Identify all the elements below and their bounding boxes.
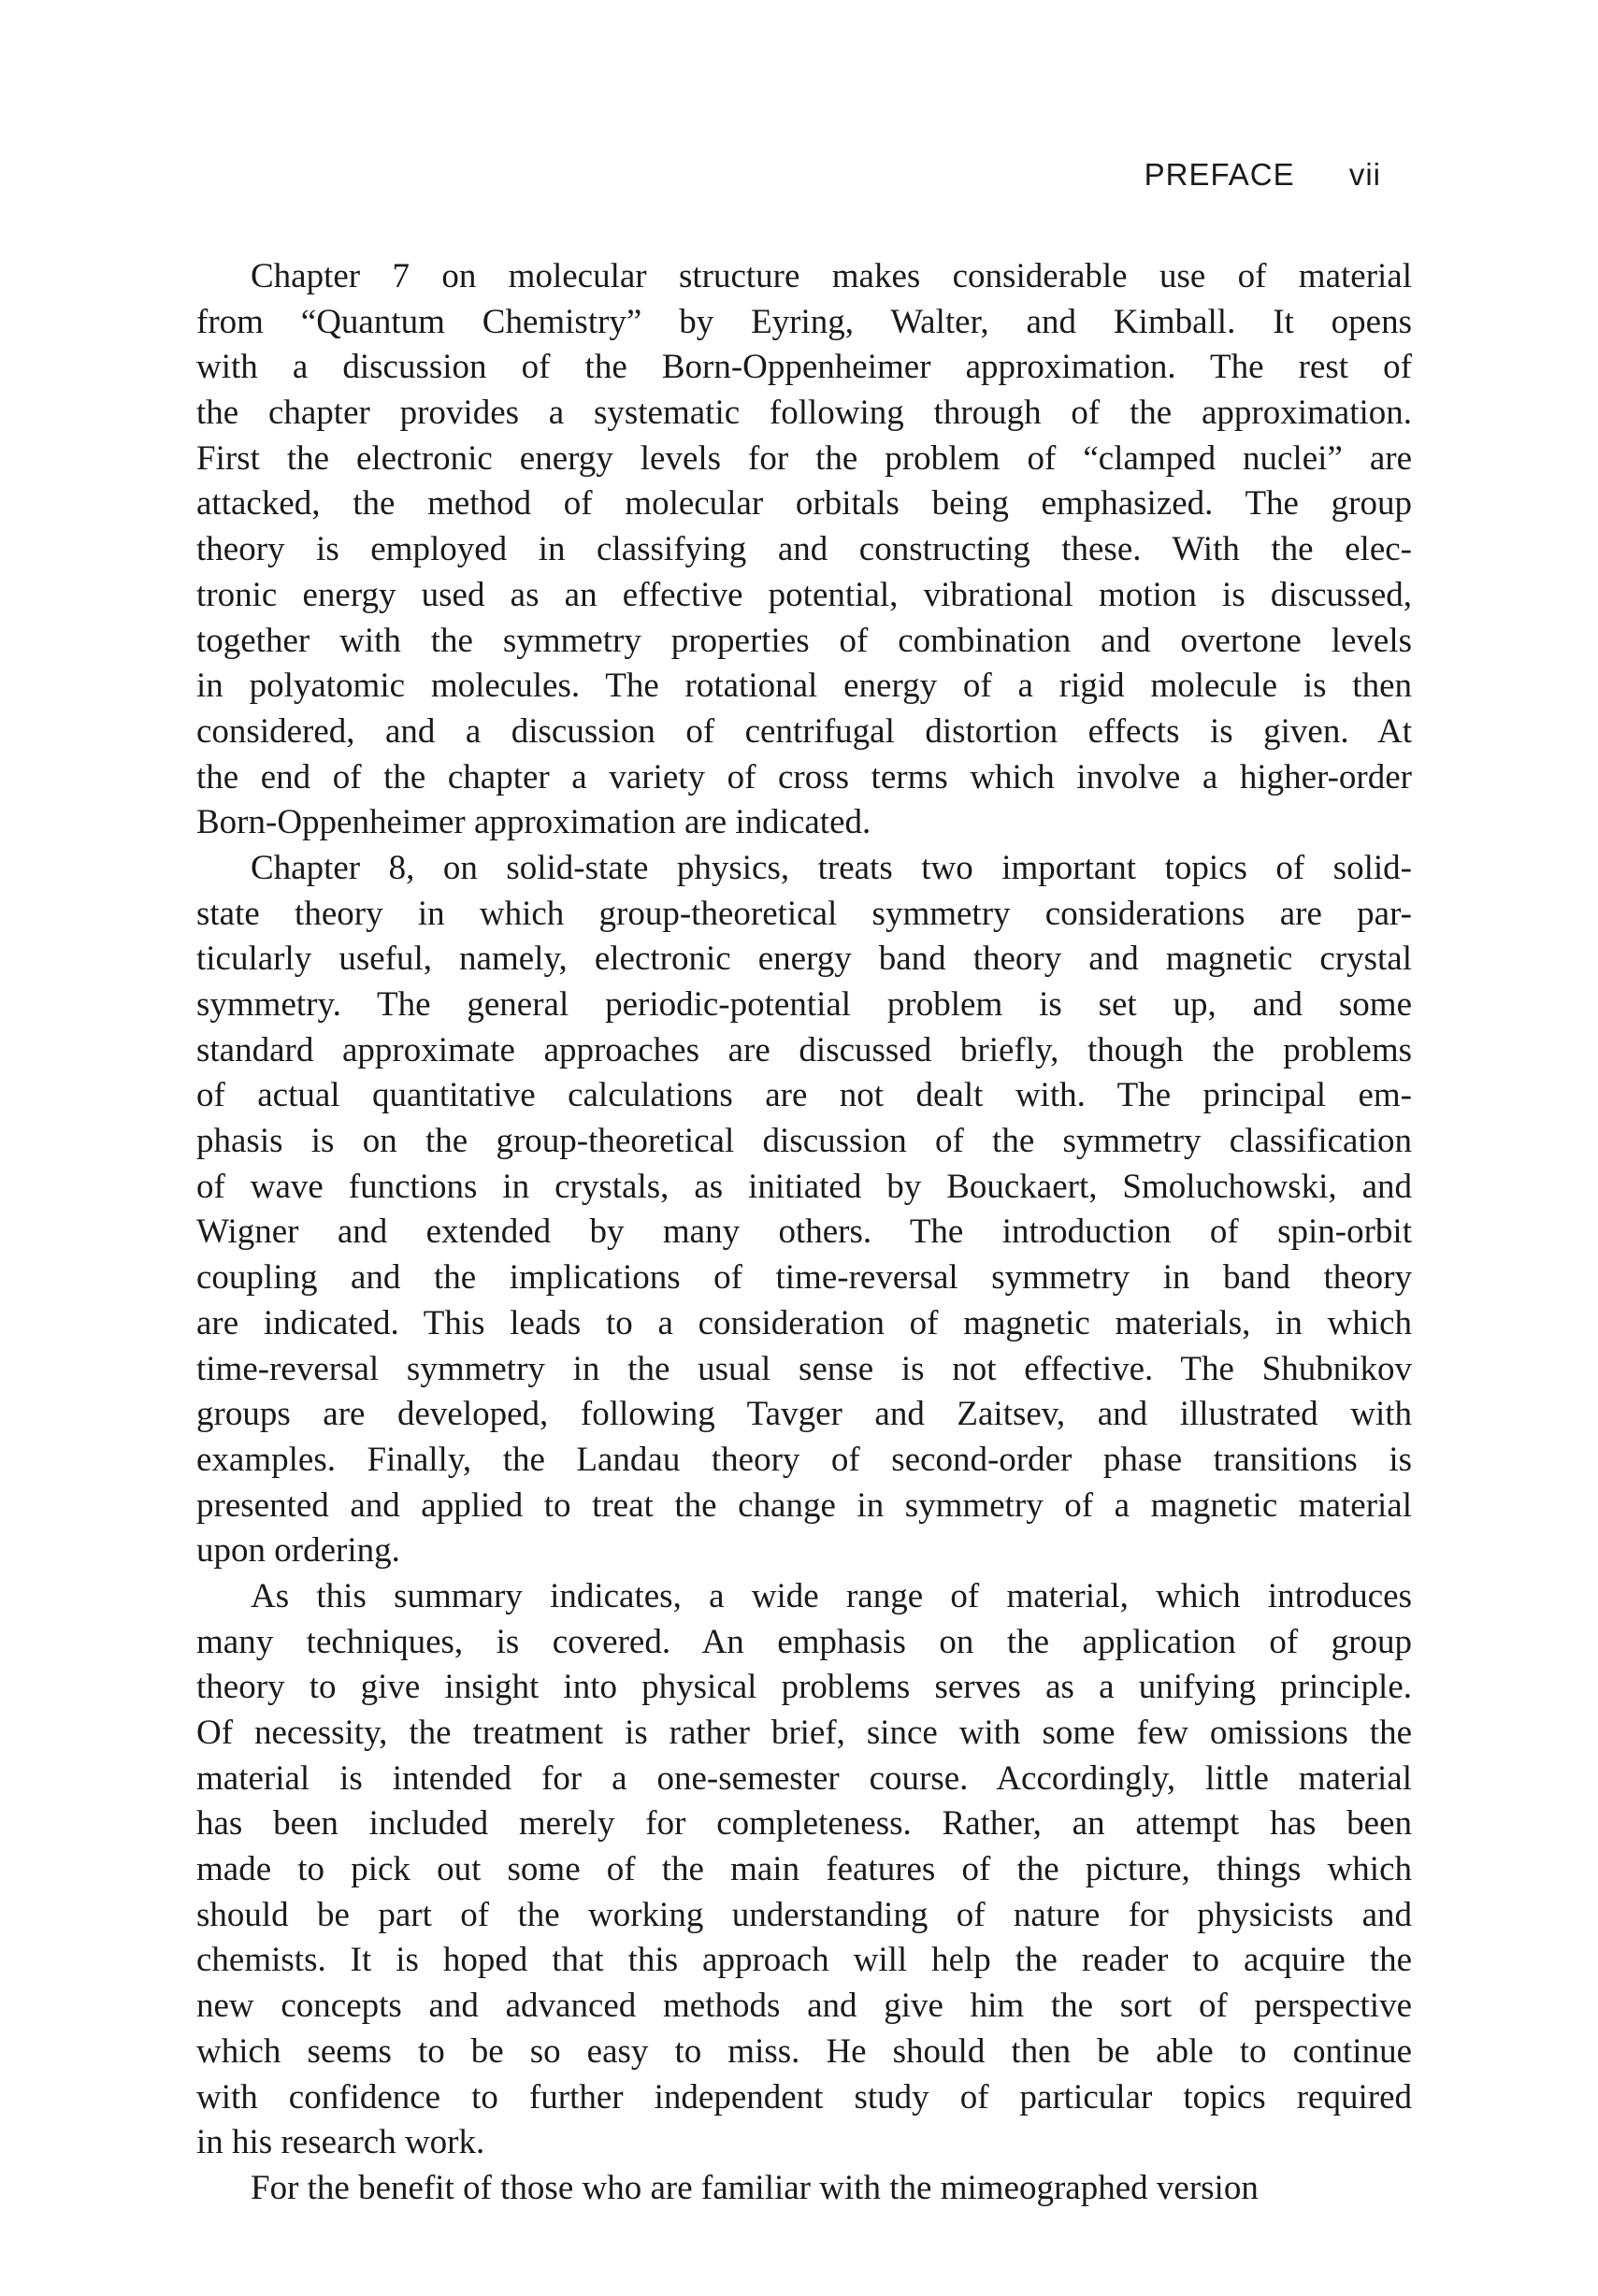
text-line: made to pick out some of the main features of the picture, things which — [196, 1850, 1412, 1889]
text-line: As this summary indicates, a wide range of material, which introduces — [251, 1576, 1412, 1615]
text-line: the chapter provides a systematic following through of the approximation. — [196, 394, 1412, 433]
page-number: vii — [1348, 157, 1381, 192]
text-line: Wigner and extended by many others. The introduction of spin-orbit — [196, 1213, 1412, 1252]
text-line: the end of the chapter a variety of cross terms which involve a higher-order — [196, 757, 1412, 796]
text-line: tronic energy used as an effective potential, vibrational motion is discussed, — [196, 575, 1412, 614]
paragraph-1 — [196, 254, 1412, 846]
text-line: from “Quantum Chemistry” by Eyring, Walter, and Kimball. It opens — [196, 302, 1412, 341]
text-line: Born-Oppenheimer approximation are indicated. — [196, 803, 871, 842]
text-line: in polyatomic molecules. The rotational energy of a rigid molecule is then — [196, 667, 1412, 706]
text-line: theory is employed in classifying and constructing these. With the elec- — [196, 530, 1412, 569]
text-line: First the electronic energy levels for the problem of “clamped nuclei” are — [196, 438, 1412, 478]
text-line: chemists. It is hoped that this approach will help the reader to acquire the — [196, 1941, 1412, 1980]
text-line: attacked, the method of molecular orbitals being emphasized. The group — [196, 484, 1412, 524]
text-line: considered, and a discussion of centrifugal distortion effects is given. At — [196, 711, 1412, 751]
text-line: material is intended for a one-semester course. Accordingly, little material — [196, 1758, 1412, 1798]
text-line: with confidence to further independent study of particular topics required — [196, 2077, 1412, 2117]
body-text — [196, 254, 1412, 2212]
text-line: which seems to be so easy to miss. He should then be able to continue — [196, 2031, 1412, 2071]
text-line: of wave functions in crystals, as initiated by Bouckaert, Smoluchowski, and — [196, 1167, 1412, 1206]
text-line: presented and applied to treat the change in symmetry of a magnetic material — [196, 1485, 1412, 1525]
text-line: Of necessity, the treatment is rather brief, since with some few omissions the — [196, 1714, 1412, 1752]
text-line: state theory in which group-theoretical symmetry considerations are par- — [196, 894, 1412, 933]
text-line: should be part of the working understanding of nature for physicists and — [196, 1895, 1412, 1934]
running-head-title: PREFACE — [1144, 157, 1295, 192]
text-line: new concepts and advanced methods and give him the sort of perspective — [196, 1987, 1412, 2026]
paragraph-2 — [196, 846, 1412, 1574]
text-line: groups are developed, following Tavger and Zaitsev, and illustrated with — [196, 1395, 1412, 1434]
text-line: Chapter 7 on molecular structure makes considerable use of material — [251, 257, 1412, 295]
text-line: symmetry. The general periodic-potential problem is set up, and some — [196, 985, 1412, 1024]
text-line: time-reversal symmetry in the usual sense is not effective. The Shubnikov — [196, 1349, 1412, 1388]
text-line: with a discussion of the Born-Oppenheimer approximation. The rest of — [196, 348, 1412, 387]
paragraph-3 — [196, 1574, 1412, 2166]
text-line: many techniques, is covered. An emphasis on the application of group — [196, 1622, 1412, 1661]
text-line: For the benefit of those who are familiar with the mimeographed version — [251, 2168, 1259, 2207]
text-line: phasis is on the group-theoretical discussion of the symmetry classification — [196, 1122, 1412, 1161]
text-line: are indicated. This leads to a consideration of magnetic materials, in which — [196, 1303, 1412, 1342]
text-line: ticularly useful, namely, electronic energy band theory and magnetic crystal — [196, 940, 1412, 979]
text-line: has been included merely for completeness. Rather, an attempt has been — [196, 1804, 1412, 1844]
paragraph-4 — [196, 2166, 1412, 2212]
text-line: Chapter 8, on solid-state physics, treats two important topics of solid- — [251, 848, 1412, 887]
text-line: in his research work. — [196, 2123, 485, 2162]
text-line: standard approximate approaches are discussed briefly, though the problems — [196, 1030, 1412, 1069]
text-line: together with the symmetry properties of combination and overtone levels — [196, 621, 1412, 660]
text-line: upon ordering. — [196, 1531, 400, 1571]
text-line: coupling and the implications of time-reversal symmetry in band theory — [196, 1258, 1412, 1298]
running-head — [1145, 157, 1381, 193]
text-line: examples. Finally, the Landau theory of second-order phase transitions is — [196, 1440, 1412, 1479]
text-line: theory to give insight into physical problems serves as a unifying principle. — [196, 1668, 1412, 1707]
text-line: of actual quantitative calculations are not dealt with. The principal em- — [196, 1076, 1412, 1115]
